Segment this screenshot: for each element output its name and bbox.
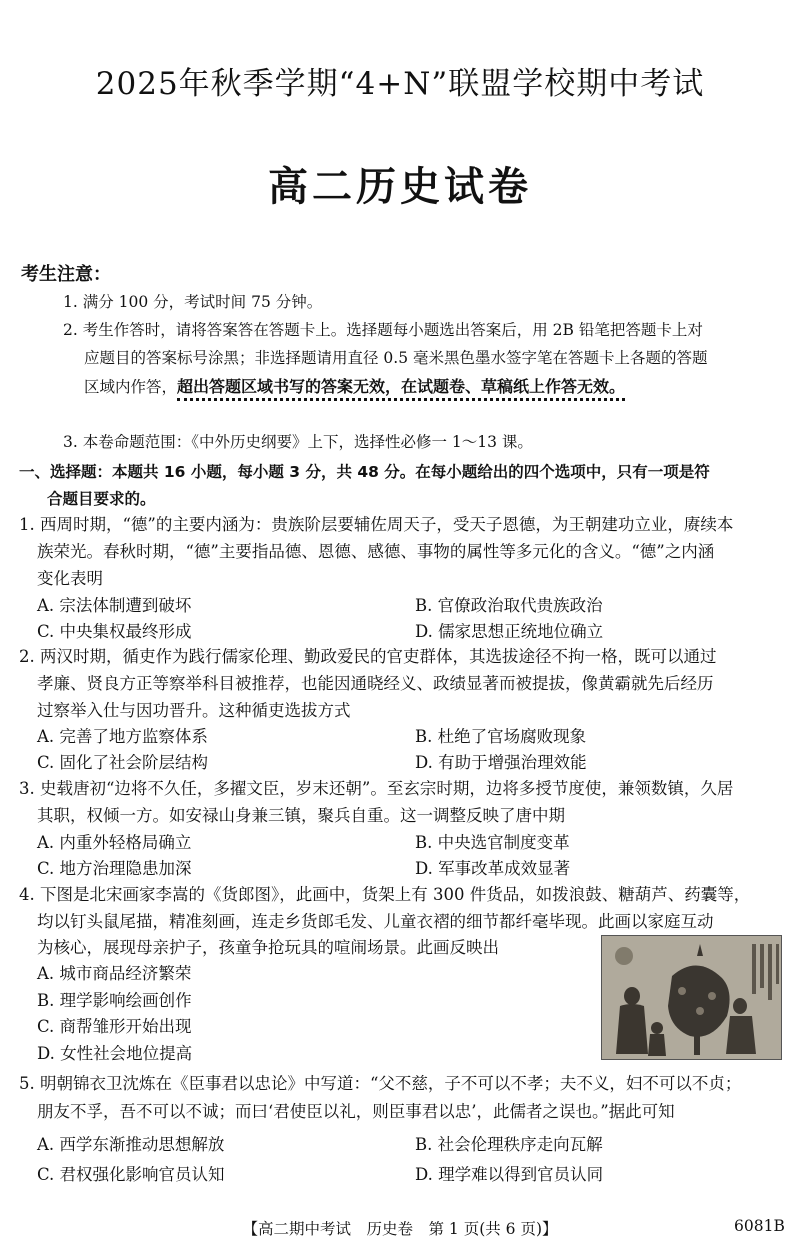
question-3-line-2: 其职，权倾一方。如安禄山身兼三镇，聚兵自重。这一调整反映了唐中期 bbox=[37, 806, 565, 825]
question-1-line-3: 变化表明 bbox=[37, 569, 103, 588]
question-4-option-c: C. 商帮雏形开始出现 bbox=[37, 1017, 192, 1036]
paper-code: 6081B bbox=[734, 1217, 785, 1235]
question-5-option-d: D. 理学难以得到官员认同 bbox=[415, 1165, 604, 1184]
question-4-option-a: A. 城市商品经济繁荣 bbox=[37, 964, 192, 983]
notice-emphasis: 超出答题区域书写的答案无效，在试题卷、草稿纸上作答无效。 bbox=[177, 377, 625, 401]
notice-item-2-line-2: 应题目的答案标号涂黑；非选择题请用直径 0.5 毫米黑色墨水签字笔在答题卡上各题的答题 bbox=[84, 349, 708, 367]
notice-item-3: 3. 本卷命题范围：《中外历史纲要》上下，选择性必修一 1～13 课。 bbox=[63, 433, 533, 451]
question-5-option-c: C. 君权强化影响官员认知 bbox=[37, 1165, 225, 1184]
question-5-line-2: 朋友不孚，吾不可以不诚；而曰‘君使臣以礼，则臣事君以忠’，此儒者之误也。”据此可知 bbox=[37, 1102, 675, 1121]
question-3-option-c: C. 地方治理隐患加深 bbox=[37, 859, 192, 878]
question-2-line-3: 过察举入仕与因功晋升。这种循吏选拔方式 bbox=[37, 701, 351, 720]
subject-title: 高二历史试卷 bbox=[268, 164, 532, 210]
notice-item-2-line-1: 2. 考生作答时，请将答案答在答题卡上。选择题每小题选出答案后，用 2B 铅笔把答题卡上对 bbox=[63, 321, 703, 339]
question-2-line-2: 孝廉、贤良方正等察举科目被推荐，也能因通晓经义、政绩显著而被提拔，像黄霸就先后经历 bbox=[37, 674, 714, 693]
question-4-line-1: 4. 下图是北宋画家李嵩的《货郎图》，此画中，货架上有 300 件货品，如拨浪鼓、糖葫芦、药囊等， bbox=[19, 885, 751, 904]
question-4-line-3: 为核心，展现母亲护子，孩童争抢玩具的喧闹场景。此画反映出 bbox=[37, 938, 499, 957]
question-1-line-2: 族荣光。春秋时期，“德”主要指品德、恩德、感德、事物的属性等多元化的含义。“德”之内涵 bbox=[37, 542, 715, 561]
question-1-option-c: C. 中央集权最终形成 bbox=[37, 622, 192, 641]
huolang-painting-image bbox=[601, 935, 782, 1060]
exam-title: 2025年秋季学期“4+N”联盟学校期中考试 bbox=[95, 66, 705, 102]
question-1-option-b: B. 官僚政治取代贵族政治 bbox=[415, 596, 603, 615]
notice-item-2-line-3 bbox=[84, 374, 625, 397]
question-4-option-b: B. 理学影响绘画创作 bbox=[37, 991, 192, 1010]
notice-heading: 考生注意： bbox=[21, 264, 111, 285]
section-heading-line-1: 一、选择题：本题共 16 小题，每小题 3 分，共 48 分。在每小题给出的四个选项中，只有一项是符 bbox=[19, 463, 710, 481]
question-2-option-b: B. 杜绝了官场腐败现象 bbox=[415, 727, 587, 746]
painting-illustration bbox=[602, 936, 782, 1060]
question-2-option-c: C. 固化了社会阶层结构 bbox=[37, 753, 209, 772]
question-2-option-a: A. 完善了地方监察体系 bbox=[37, 727, 208, 746]
question-2-line-1: 2. 两汉时期，循吏作为践行儒家伦理、勤政爱民的官吏群体，其选拔途径不拘一格，既可以通过 bbox=[19, 647, 717, 666]
question-4-option-d: D. 女性社会地位提高 bbox=[37, 1044, 193, 1063]
section-heading-line-2: 合题目要求的。 bbox=[47, 490, 156, 508]
question-5-line-1: 5. 明朝锦衣卫沈炼在《臣事君以忠论》中写道：“父不慈，子不可以不孝；夫不义，妇不可以不贞； bbox=[19, 1074, 742, 1093]
question-3-option-b: B. 中央选官制度变革 bbox=[415, 833, 570, 852]
question-5-option-a: A. 西学东渐推动思想解放 bbox=[37, 1135, 225, 1154]
question-2-option-d: D. 有助于增强治理效能 bbox=[415, 753, 587, 772]
question-1-line-1: 1. 西周时期，“德”的主要内涵为：贵族阶层要辅佐周天子，受天子恩德，为王朝建功立业，赓续本 bbox=[19, 515, 734, 534]
question-1-option-d: D. 儒家思想正统地位确立 bbox=[415, 622, 604, 641]
question-3-option-a: A. 内重外轻格局确立 bbox=[37, 833, 192, 852]
notice-item-2-line-3-prefix: 区域内作答， bbox=[84, 378, 178, 396]
notice-item-1: 1. 满分 100 分，考试时间 75 分钟。 bbox=[63, 293, 323, 311]
question-3-option-d: D. 军事改革成效显著 bbox=[415, 859, 571, 878]
page-footer: 【高二期中考试 历史卷 第 1 页(共 6 页)】 bbox=[242, 1220, 558, 1238]
question-4-line-2: 均以钉头鼠尾描，精准刻画，连走乡货郎毛发、儿童衣褶的细节都纤毫毕现。此画以家庭互动 bbox=[37, 912, 714, 931]
question-5-option-b: B. 社会伦理秩序走向瓦解 bbox=[415, 1135, 603, 1154]
question-3-line-1: 3. 史载唐初“边将不久任，多擢文臣，岁末还朝”。至玄宗时期，边将多授节度使，兼领数镇，久居 bbox=[19, 779, 734, 798]
question-1-option-a: A. 宗法体制遭到破坏 bbox=[37, 596, 192, 615]
